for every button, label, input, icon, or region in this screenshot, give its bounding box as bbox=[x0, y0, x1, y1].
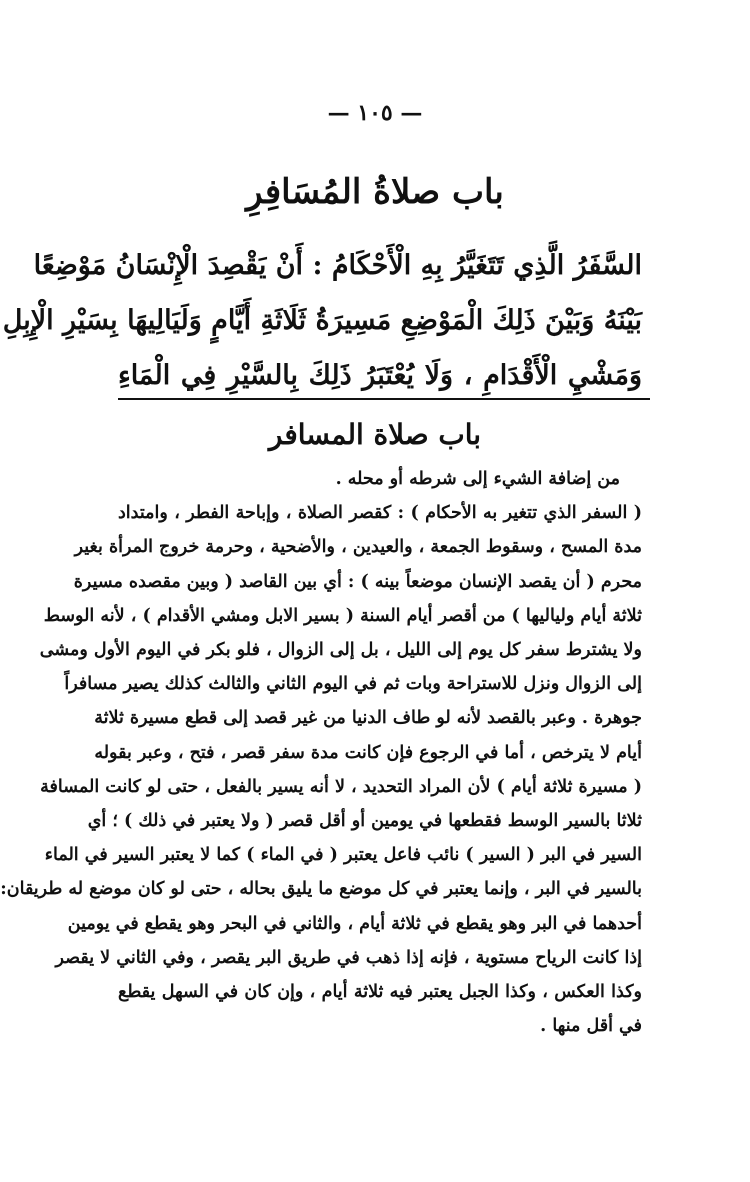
matn-text bbox=[2, 238, 642, 403]
sharh-line: السير في البر ( السير ) نائب فاعل يعتبر ( في الماء ) كما لا يعتبر السير في الماء bbox=[44, 845, 642, 866]
sharh-line: في أقل منها . bbox=[540, 1016, 642, 1037]
matn-line: وَمَشْيِ الْأَقْدَامِ ، وَلَا يُعْتَبَرُ ذَلِكَ بِالسَّيْرِ فِي الْمَاءِ bbox=[118, 360, 642, 391]
sharh-line: إذا كانت الرياح مستوية ، فإنه إذا ذهب في طريق البر يقصر ، وفي الثاني لا يقصر bbox=[55, 947, 642, 968]
sharh-line: أحدهما في البر وهو يقطع في ثلاثة أيام ، والثاني في البحر وهو يقطع في يومين bbox=[67, 913, 642, 934]
sharh-line: إلى الزوال ونزل للاستراحة وبات ثم في اليوم الثاني والثالث كذلك يصير مسافراً bbox=[64, 674, 642, 695]
sharh-line: جوهرة . وعبر بالقصد لأنه لو طاف الدنيا من غير قصد إلى قطع مسيرة ثلاثة bbox=[94, 708, 642, 729]
sharh-chapter-title: باب صلاة المسافر bbox=[268, 418, 482, 451]
sharh-line: من إضافة الشيء إلى شرطه أو محله . bbox=[335, 469, 620, 489]
sharh-line: ثلاثة أيام ولياليها ) من أقصر أيام السنة ( بسير الابل ومشي الأقدام ) ، لأنه الوسط bbox=[43, 605, 642, 626]
sharh-line: ( مسيرة ثلاثة أيام ) لأن المراد التحديد ، لا أنه يسير بالفعل ، حتى لو كانت المسافة bbox=[40, 776, 642, 797]
matn-line: السَّفَرُ الَّذِي تَتَغَيَّرُ بِهِ الْأَحْكَامُ : أَنْ يَقْصِدَ الْإِنْسَانُ مَوْضِعًا bbox=[33, 250, 642, 281]
sharh-line: وكذا العكس ، وكذا الجبل يعتبر فيه ثلاثة أيام ، وإن كان في السهل يقطع bbox=[118, 982, 642, 1003]
sharh-line: مدة المسح ، وسقوط الجمعة ، والعيدين ، والأضحية ، وحرمة خروج المرأة بغير bbox=[74, 537, 642, 558]
sharh-line: محرم ( أن يقصد الإنسان موضعاً بينه ) : أي بين القاصد ( وبين مقصده مسيرة bbox=[73, 571, 642, 592]
matn-line: بَيْنَهُ وَبَيْنَ ذَلِكَ الْمَوْضِعِ مَسِيرَةُ ثَلَاثَةِ أَيَّامٍ وَلَيَالِيهَا بِسَيْرِ الْإِبِلِ bbox=[2, 305, 642, 336]
sharh-line: ( السفر الذي تتغير به الأحكام ) : كقصر الصلاة ، وإباحة الفطر ، وامتداد bbox=[118, 503, 642, 524]
section-divider bbox=[118, 398, 650, 400]
matn-chapter-title: باب صلاةُ المُسَافِرِ bbox=[246, 172, 504, 212]
sharh-line: أيام لا يترخص ، أما في الرجوع فإن كانت مدة سفر قصر ، فتح ، وعبر بقوله bbox=[94, 742, 642, 763]
sharh-line: ثلاثا بالسير الوسط فقطعها في يومين أو أقل قصر ( ولا يعتبر في ذلك ) ؛ أي bbox=[87, 811, 642, 832]
sharh-line: ولا يشترط سفر كل يوم إلى الليل ، بل إلى الزوال ، فلو بكر في اليوم الأول ومشى bbox=[39, 640, 642, 661]
sharh-line: بالسير في البر ، وإنما يعتبر في كل موضع ما يليق بحاله ، حتى لو كان موضع له طريقان: bbox=[0, 879, 642, 900]
sharh-text bbox=[0, 462, 642, 1043]
page-number: — ١٠٥ — bbox=[327, 100, 423, 126]
